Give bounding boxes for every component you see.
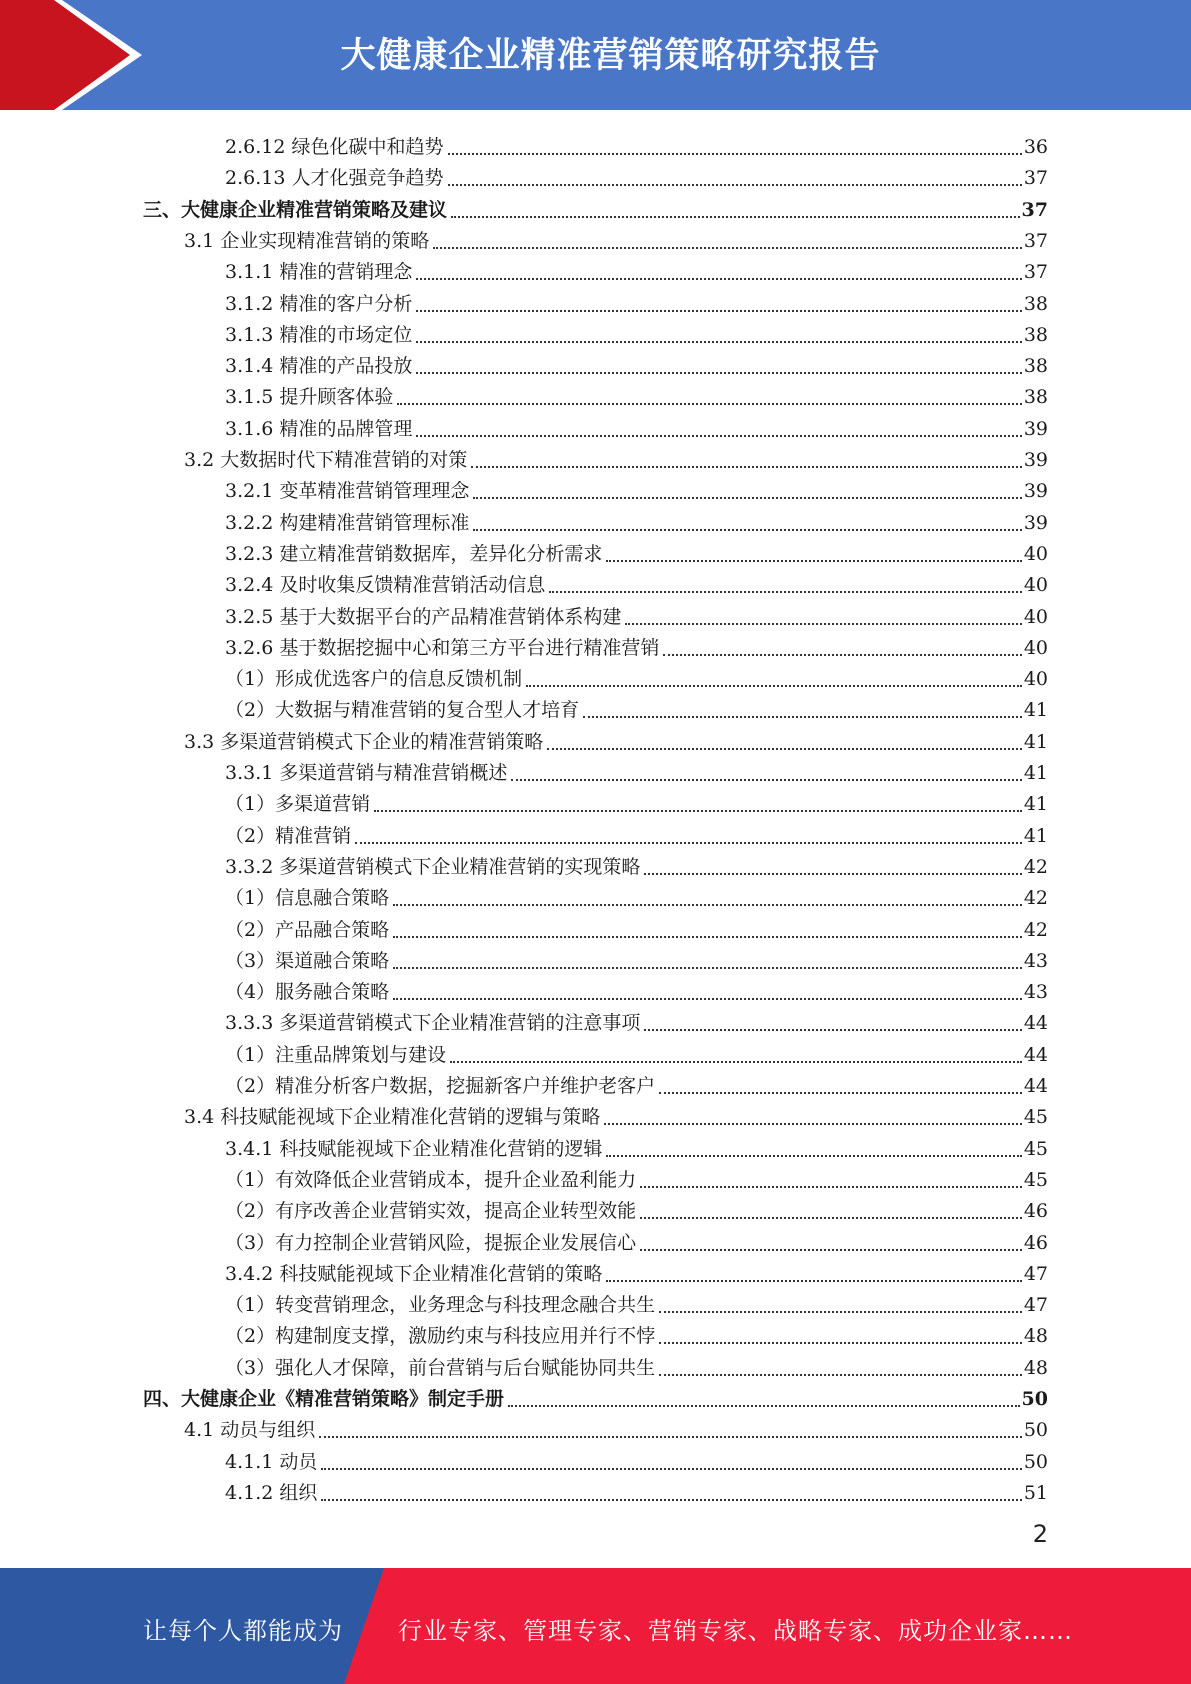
toc-entry[interactable] [225, 879, 1048, 910]
toc-entry-page: 40 [1023, 668, 1048, 691]
toc-dot-leader [549, 590, 1021, 593]
toc-dot-leader [393, 935, 1022, 938]
toc-dot-leader [640, 1248, 1022, 1251]
toc-entry-title: （4）服务融合策略 [225, 981, 390, 1004]
toc-entry-number: 4.1 [184, 1419, 221, 1442]
toc-dot-leader [640, 1216, 1022, 1219]
toc-entry[interactable] [225, 1443, 1048, 1474]
toc-entry-page: 45 [1023, 1106, 1048, 1129]
toc-entry-number: 2.6.13 [225, 167, 292, 190]
toc-entry[interactable] [225, 316, 1048, 347]
toc-dot-leader [416, 309, 1021, 312]
toc-entry-title: 多渠道营销模式下企业的精准营销策略 [220, 730, 544, 753]
toc-entry-title: 动员 [279, 1450, 318, 1473]
page-footer [0, 1568, 1191, 1684]
toc-entry-page: 50 [1023, 1450, 1048, 1473]
toc-dot-leader [604, 1122, 1022, 1125]
toc-entry-title: （1）有效降低企业营销成本，提升企业盈利能力 [225, 1168, 637, 1191]
toc-dot-leader [659, 1310, 1022, 1313]
toc-entry-title: （1）转变营销理念，业务理念与科技理念融合共生 [225, 1294, 656, 1317]
toc-dot-leader [319, 1435, 1022, 1438]
toc-entry-page: 39 [1023, 511, 1048, 534]
toc-entry[interactable] [225, 285, 1048, 316]
toc-entry[interactable] [184, 723, 1048, 754]
toc-entry-page: 36 [1023, 136, 1048, 158]
toc-dot-leader [526, 684, 1022, 687]
toc-dot-leader [393, 966, 1022, 969]
toc-entry-number: 3.2.3 [225, 542, 280, 565]
toc-entry-title: （2）精准分析客户数据，挖掘新客户并维护老客户 [225, 1075, 656, 1097]
toc-entry-page: 42 [1023, 887, 1048, 910]
toc-entry-number: 3.4.2 [225, 1262, 280, 1285]
toc-entry-title: （1）注重品牌策划与建设 [225, 1043, 447, 1066]
toc-entry-title: （2）大数据与精准营销的复合型人才培育 [225, 699, 580, 722]
toc-entry-number: 3.1.1 [225, 261, 280, 284]
toc-entry[interactable] [225, 1004, 1048, 1035]
toc-entry-page: 38 [1023, 355, 1048, 378]
toc-entry-page: 37 [1023, 261, 1048, 284]
toc-entry[interactable] [225, 848, 1048, 879]
toc-entry-title: 动员与组织 [220, 1419, 316, 1442]
toc-entry-title: （1）信息融合策略 [225, 887, 390, 910]
toc-entry-page: 37 [1023, 229, 1048, 252]
toc-entry-page: 44 [1023, 1012, 1048, 1035]
toc-entry-page: 38 [1023, 323, 1048, 346]
toc-entry-page: 41 [1023, 824, 1048, 847]
toc-dot-leader [606, 1279, 1021, 1282]
toc-dot-leader [547, 747, 1022, 750]
toc-entry[interactable] [225, 253, 1048, 284]
toc-entry-number: 3.2.4 [225, 574, 280, 597]
toc-entry-page: 48 [1023, 1325, 1048, 1348]
toc-dot-leader [321, 1467, 1021, 1470]
toc-entry-number: 4.1.2 [225, 1481, 280, 1504]
toc-entry-title: 多渠道营销模式下企业精准营销的实现策略 [279, 855, 641, 878]
toc-entry-number: 3.3 [184, 730, 221, 753]
toc-entry-page: 43 [1023, 949, 1048, 972]
toc-entry-page: 40 [1023, 605, 1048, 628]
toc-dot-leader [508, 1404, 1020, 1407]
toc-entry-page: 37 [1023, 167, 1048, 190]
toc-entry-number: 3.1.2 [225, 292, 280, 315]
toc-dot-leader [644, 1028, 1021, 1031]
toc-entry-title: 基于大数据平台的产品精准营销体系构建 [279, 605, 622, 628]
toc-entry-page: 42 [1023, 918, 1048, 941]
toc-entry-title: 基于数据挖掘中心和第三方平台进行精准营销 [279, 636, 660, 659]
toc-entry-title: 建立精准营销数据库，差异化分析需求 [279, 542, 603, 565]
toc-entry-page: 43 [1023, 981, 1048, 1004]
toc-dot-leader [606, 1154, 1021, 1157]
footer-slogan-left: 让每个人都能成为 [143, 1617, 343, 1645]
toc-entry-title: 精准的品牌管理 [279, 417, 413, 440]
toc-dot-leader [473, 496, 1021, 499]
toc-entry-number: 4.1.1 [225, 1450, 280, 1473]
toc-dot-leader [644, 872, 1021, 875]
toc-entry-number: 3.2.1 [225, 480, 280, 503]
toc-entry[interactable] [225, 535, 1048, 566]
toc-entry[interactable] [225, 1192, 1048, 1223]
toc-entry[interactable] [184, 441, 1048, 472]
page-header [0, 0, 1191, 110]
toc-entry-page: 51 [1023, 1481, 1048, 1504]
toc-entry[interactable] [143, 1380, 1048, 1411]
toc-entry-page: 38 [1023, 292, 1048, 315]
toc-entry-title: 构建精准营销管理标准 [279, 511, 470, 534]
toc-entry[interactable] [184, 222, 1048, 253]
toc-dot-leader [374, 809, 1022, 812]
toc-entry-number: 3.1.5 [225, 386, 280, 409]
toc-entry-page: 39 [1023, 480, 1048, 503]
toc-entry[interactable] [184, 1098, 1048, 1129]
toc-entry-title: 精准的客户分析 [279, 292, 413, 315]
toc-entry-title: 精准的市场定位 [279, 323, 413, 346]
toc-dot-leader [416, 277, 1021, 280]
toc-entry[interactable] [225, 1255, 1048, 1286]
toc-dot-leader [448, 183, 1022, 186]
toc-entry-title: 及时收集反馈精准营销活动信息 [279, 574, 546, 597]
toc-entry-page: 45 [1023, 1137, 1048, 1160]
toc-entry-title: 组织 [279, 1481, 318, 1504]
toc-dot-leader [473, 528, 1021, 531]
toc-dot-leader [393, 903, 1022, 906]
toc-dot-leader [511, 778, 1021, 781]
toc-entry-page: 44 [1023, 1075, 1048, 1097]
toc-entry-title: 科技赋能视域下企业精准化营销的策略 [279, 1262, 603, 1285]
toc-entry[interactable] [184, 1411, 1048, 1442]
toc-entry-title: 精准的产品投放 [279, 355, 413, 378]
toc-entry-page: 39 [1023, 449, 1048, 471]
page-number: 2 [1032, 1520, 1048, 1548]
toc-entry[interactable] [225, 504, 1048, 535]
toc-entry[interactable] [225, 629, 1048, 660]
toc-entry-title: （1）多渠道营销 [225, 793, 371, 816]
toc-entry-title: 企业实现精准营销的策略 [220, 229, 430, 252]
toc-entry-page: 42 [1023, 855, 1048, 878]
toc-entry-title: 大数据时代下精准营销的对策 [220, 449, 468, 471]
toc-entry[interactable] [225, 1349, 1048, 1380]
toc-entry-page: 50 [1021, 1388, 1048, 1410]
toc-entry-title: （3）有力控制企业营销风险，提振企业发展信心 [225, 1231, 637, 1254]
toc-entry-title: 多渠道营销模式下企业精准营销的注意事项 [279, 1012, 641, 1035]
toc-entry[interactable] [225, 1286, 1048, 1317]
toc-entry-number: 3.3.3 [225, 1012, 280, 1035]
toc-entry[interactable] [225, 691, 1048, 722]
toc-entry-page: 45 [1023, 1168, 1048, 1191]
toc-entry-number: 3.4.1 [225, 1137, 280, 1160]
toc-dot-leader [321, 1498, 1021, 1501]
toc-dot-leader [450, 1060, 1022, 1063]
toc-entry-page: 44 [1023, 1043, 1048, 1066]
toc-entry-number: 3.2.5 [225, 605, 280, 628]
toc-entry-number: 3.2.6 [225, 636, 280, 659]
toc-entry-number: 3.3.1 [225, 762, 280, 784]
toc-entry-title: 精准的营销理念 [279, 261, 413, 284]
toc-dot-leader [393, 997, 1022, 1000]
toc-entry-title: （2）产品融合策略 [225, 918, 390, 941]
toc-dot-leader [448, 152, 1022, 155]
toc-entry-title: （2）构建制度支撑，激励约束与科技应用并行不悖 [225, 1325, 656, 1348]
toc-entry-title: 多渠道营销与精准营销概述 [279, 762, 508, 784]
toc-entry[interactable] [225, 973, 1048, 1004]
toc-entry-page: 40 [1023, 574, 1048, 597]
toc-entry[interactable] [225, 1224, 1048, 1255]
toc-entry-page: 39 [1023, 417, 1048, 440]
toc-dot-leader [416, 371, 1021, 374]
toc-entry[interactable] [225, 410, 1048, 441]
toc-entry-page: 37 [1021, 198, 1048, 221]
toc-entry-number: 3.1.4 [225, 355, 280, 378]
toc-entry-page: 50 [1023, 1419, 1048, 1442]
toc-dot-leader [416, 340, 1021, 343]
toc-dot-leader [663, 653, 1021, 656]
toc-dot-leader [640, 1185, 1022, 1188]
toc-entry-number: 3.1 [184, 229, 221, 252]
toc-entry-page: 46 [1023, 1231, 1048, 1254]
toc-entry[interactable] [225, 472, 1048, 503]
toc-entry[interactable] [225, 1161, 1048, 1192]
toc-entry-title: （3）强化人才保障，前台营销与后台赋能协同共生 [225, 1356, 656, 1379]
toc-entry-title: （1）形成优选客户的信息反馈机制 [225, 668, 523, 691]
toc-entry-title: （2）有序改善企业营销实效，提高企业转型效能 [225, 1200, 637, 1223]
toc-entry[interactable] [225, 942, 1048, 973]
toc-entry[interactable] [143, 191, 1048, 222]
document-title: 大健康企业精准营销策略研究报告 [340, 36, 881, 76]
footer-slogan-right: 行业专家、管理专家、营销专家、战略专家、成功企业家…… [398, 1617, 1073, 1645]
toc-entry[interactable] [225, 128, 1048, 159]
toc-dot-leader [583, 715, 1022, 718]
toc-entry[interactable] [225, 817, 1048, 848]
toc-entry[interactable] [225, 1067, 1048, 1098]
toc-dot-leader [416, 434, 1021, 437]
toc-entry-page: 47 [1023, 1262, 1048, 1285]
toc-entry-page: 40 [1023, 636, 1048, 659]
toc-entry[interactable] [225, 598, 1048, 629]
toc-entry[interactable] [225, 159, 1048, 190]
toc-dot-leader [659, 1341, 1022, 1344]
toc-entry-page: 40 [1023, 542, 1048, 565]
toc-entry-title: 人才化强竞争趋势 [291, 167, 444, 190]
toc-entry-title: 科技赋能视域下企业精准化营销的逻辑 [279, 1137, 603, 1160]
toc-entry-page: 41 [1023, 793, 1048, 816]
toc-dot-leader [451, 215, 1020, 218]
toc-entry-page: 38 [1023, 386, 1048, 409]
toc-dot-leader [659, 1091, 1022, 1094]
toc-entry-title: （3）渠道融合策略 [225, 949, 390, 972]
toc-entry-title: 四、大健康企业《精准营销策略》制定手册 [143, 1388, 505, 1410]
toc-entry-title: 变革精准营销管理理念 [279, 480, 470, 503]
toc-entry-number: 3.4 [184, 1106, 221, 1129]
toc-entry[interactable] [225, 785, 1048, 816]
toc-entry-page: 41 [1023, 699, 1048, 722]
toc-entry[interactable] [225, 754, 1048, 785]
toc-entry-number: 3.1.6 [225, 417, 280, 440]
toc-entry-number: 2.6.12 [225, 136, 292, 158]
toc-entry-page: 47 [1023, 1294, 1048, 1317]
toc-dot-leader [625, 622, 1021, 625]
toc-dot-leader [471, 465, 1022, 468]
toc-entry[interactable] [225, 378, 1048, 409]
toc-dot-leader [433, 246, 1022, 249]
toc-entry-page: 41 [1023, 730, 1048, 753]
toc-entry-title: 提升顾客体验 [279, 386, 394, 409]
toc-entry-title: 三、大健康企业精准营销策略及建议 [143, 198, 448, 221]
toc-entry-page: 48 [1023, 1356, 1048, 1379]
toc-entry[interactable] [225, 1130, 1048, 1161]
toc-dot-leader [659, 1373, 1022, 1376]
toc-dot-leader [606, 559, 1021, 562]
toc-entry-page: 41 [1023, 762, 1048, 784]
toc-entry-title: 科技赋能视域下企业精准化营销的逻辑与策略 [220, 1106, 601, 1129]
toc-entry-number: 3.2 [184, 449, 221, 471]
toc-entry[interactable] [225, 660, 1048, 691]
toc-entry-number: 3.3.2 [225, 855, 280, 878]
toc-entry[interactable] [225, 1474, 1048, 1505]
toc-entry[interactable] [225, 566, 1048, 597]
toc-dot-leader [397, 402, 1021, 405]
toc-entry-title: （2）精准营销 [225, 824, 352, 847]
toc-entry-number: 3.1.3 [225, 323, 280, 346]
toc-entry[interactable] [225, 347, 1048, 378]
toc-entry[interactable] [225, 1317, 1048, 1348]
toc-entry-number: 3.2.2 [225, 511, 280, 534]
toc-entry[interactable] [225, 1036, 1048, 1067]
toc-dot-leader [355, 841, 1022, 844]
toc-entry-title: 绿色化碳中和趋势 [291, 136, 444, 158]
toc-entry-page: 46 [1023, 1200, 1048, 1223]
toc-entry[interactable] [225, 911, 1048, 942]
